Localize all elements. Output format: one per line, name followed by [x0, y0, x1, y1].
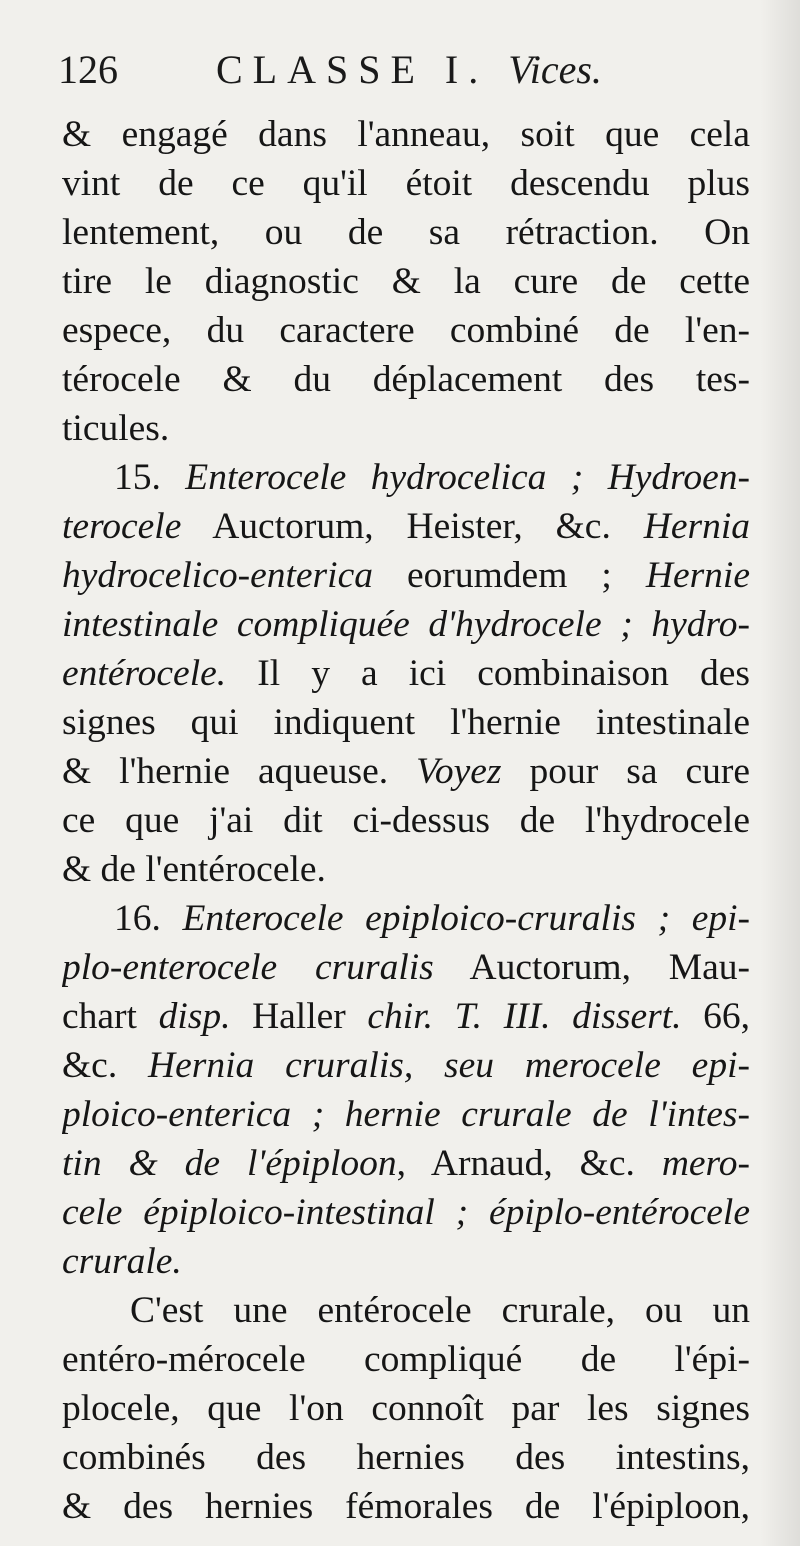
text-line [62, 404, 750, 453]
text-segment: Auctorum, Mau- [433, 947, 750, 988]
text-line [62, 796, 750, 845]
italic-segment: Hernia cruralis, seu merocele epi- [148, 1045, 750, 1086]
italic-segment: ploico-enterica ; hernie crurale de l'intes- [62, 1094, 750, 1135]
text-segment: &c. [62, 1045, 149, 1086]
text-segment: ce que j'ai dit ci-dessus de l'hydrocele [62, 800, 750, 841]
text-line [62, 845, 750, 894]
text-segment: & de l'entérocele. [62, 849, 326, 890]
text-line [62, 943, 750, 992]
text-line [62, 1188, 750, 1237]
italic-segment: cele épiploico-intestinal ; épiplo-entérocele [62, 1192, 750, 1233]
running-title-class: CLASSE I. [216, 47, 489, 92]
running-title-section: Vices. [508, 47, 602, 92]
text-line [62, 208, 750, 257]
italic-segment: Voyez [416, 751, 502, 792]
text-segment: combinés des hernies des intestins, [62, 1437, 750, 1478]
text-line [62, 600, 750, 649]
text-segment: Haller [230, 996, 368, 1037]
text-segment: & l'hernie aqueuse. [62, 751, 417, 792]
page-edge-shadow [760, 0, 800, 1546]
text-line [62, 1433, 750, 1482]
text-line [62, 110, 750, 159]
italic-segment: Enterocele epiploico-cruralis ; epi- [182, 898, 750, 939]
running-header [58, 46, 748, 96]
text-line [62, 1482, 750, 1531]
text-segment: espece, du caractere combiné de l'en- [62, 310, 750, 351]
italic-segment: disp. [158, 996, 231, 1037]
page-number: 126 [58, 47, 118, 92]
italic-segment: Hernia [643, 506, 750, 547]
text-line [62, 1139, 750, 1188]
text-line [62, 649, 750, 698]
text-segment: lentement, ou de sa rétraction. On [62, 212, 750, 253]
text-segment: & engagé dans l'anneau, soit que cela [62, 114, 750, 155]
text-segment: ticules. [62, 408, 170, 449]
text-segment: térocele & du déplacement des tes- [62, 359, 750, 400]
paragraph-first-line [62, 1286, 750, 1335]
text-line [62, 1090, 750, 1139]
entry-15-heading [62, 453, 750, 502]
text-line [62, 159, 750, 208]
italic-segment: crurale. [62, 1241, 182, 1282]
italic-segment: entérocele. [62, 653, 227, 694]
entry-16-heading [62, 894, 750, 943]
italic-segment: mero- [661, 1143, 750, 1184]
text-segment: 15. [114, 457, 186, 498]
text-segment: Auctorum, Heister, &c. [181, 506, 644, 547]
italic-segment: terocele [62, 506, 182, 547]
text-line [62, 551, 750, 600]
text-line [62, 355, 750, 404]
italic-segment: tin & de l'épiploon [62, 1143, 397, 1184]
italic-segment: intestinale compliquée d'hydrocele ; hydro- [62, 604, 750, 645]
text-line [62, 1335, 750, 1384]
text-segment: eorumdem ; [372, 555, 646, 596]
italic-segment: plo-enterocele cruralis [62, 947, 434, 988]
text-segment: signes qui indiquent l'hernie intestinale [62, 702, 750, 743]
text-line [62, 502, 750, 551]
text-segment: Il y a ici combinaison des [226, 653, 750, 694]
italic-segment: hydrocelico-enterica [62, 555, 373, 596]
text-segment: tire le diagnostic & la cure de cette [62, 261, 750, 302]
text-segment: plocele, que l'on connoît par les signes [62, 1388, 750, 1429]
italic-segment: Hernie [645, 555, 750, 596]
text-segment: chart [62, 996, 159, 1037]
text-segment: C'est une entérocele crurale, ou un [130, 1290, 750, 1331]
italic-segment: Enterocele hydrocelica ; Hydroen- [185, 457, 750, 498]
text-line [62, 1384, 750, 1433]
text-segment: entéro-mérocele compliqué de l'épi- [62, 1339, 750, 1380]
body-text [62, 110, 750, 1531]
text-segment: 66, [681, 996, 750, 1037]
text-line [62, 698, 750, 747]
running-title [216, 46, 602, 93]
text-segment: vint de ce qu'il étoit descendu plus [62, 163, 750, 204]
text-line [62, 1041, 750, 1090]
text-line [62, 992, 750, 1041]
text-line [62, 747, 750, 796]
text-segment: , Arnaud, &c. [396, 1143, 662, 1184]
text-segment: & des hernies fémorales de l'épiploon, [62, 1486, 750, 1527]
text-line [62, 257, 750, 306]
text-line [62, 1237, 750, 1286]
italic-segment: chir. T. III. dissert. [367, 996, 682, 1037]
text-line [62, 306, 750, 355]
text-segment: 16. [114, 898, 183, 939]
text-segment: pour sa cure [501, 751, 750, 792]
